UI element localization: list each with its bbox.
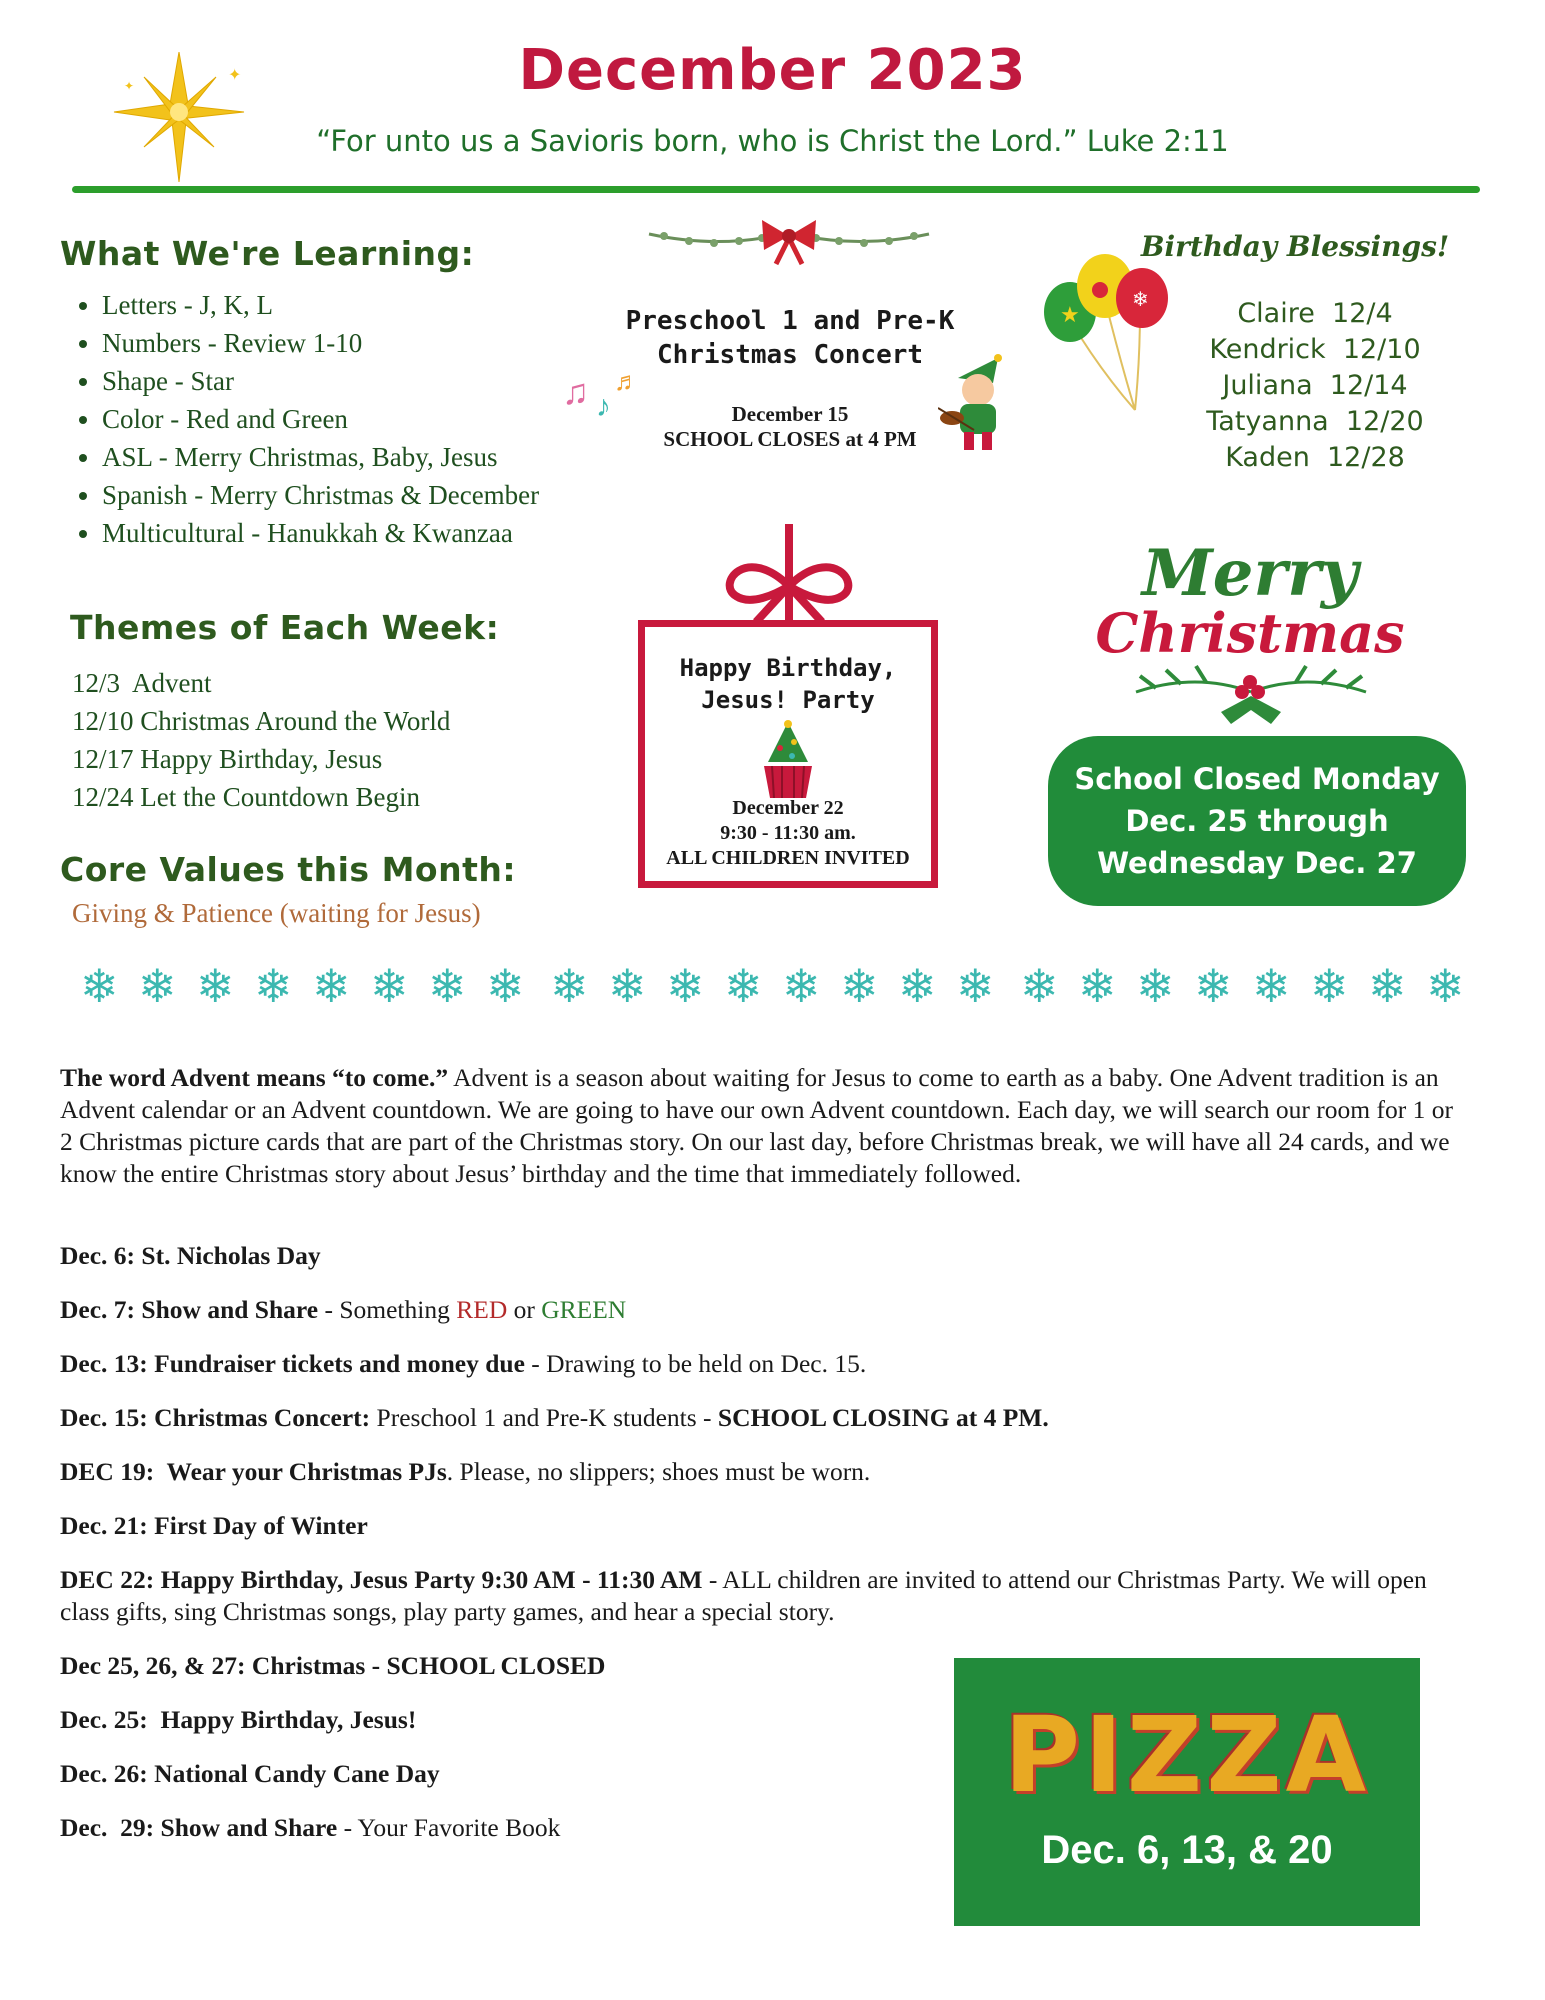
header-divider: [72, 186, 1480, 193]
list-item: 12/24 Let the Countdown Begin: [72, 782, 420, 812]
event-item: DEC 22: Happy Birthday, Jesus Party 9:30 AM - 11:30 AM - ALL children are invited to attend our Christmas Party. We will open class gifts, sing Christmas songs, play party games, and hear a special story.: [60, 1565, 1427, 1626]
pizza-word: PIZZA: [1003, 1694, 1371, 1816]
christmas-text: Christmas: [1095, 601, 1405, 665]
svg-text:✦: ✦: [124, 79, 135, 93]
bible-verse: “For unto us a Savioris born, who is Christ the Lord.” Luke 2:11: [316, 124, 1229, 158]
merry-text: Merry: [1141, 536, 1359, 611]
event-item: Dec. 13: Fundraiser tickets and money due - Drawing to be held on Dec. 15.: [60, 1349, 867, 1378]
birthday-list: [1185, 296, 1445, 476]
snowflake-icon: ❄: [370, 961, 409, 1012]
snowflake-icon: ❄: [1136, 961, 1175, 1012]
list-item: 12/17 Happy Birthday, Jesus: [72, 744, 383, 774]
svg-text:♬: ♬: [614, 367, 640, 396]
snowflake-divider: [80, 958, 1480, 1012]
snowflake-icon: ❄: [1368, 961, 1407, 1012]
snowflake-icon: ❄: [1194, 961, 1233, 1012]
snowflake-icon: ❄: [1426, 961, 1465, 1012]
snowflake-icon: ❄: [428, 961, 467, 1012]
event-item: Dec. 25: Happy Birthday, Jesus!: [60, 1705, 417, 1734]
svg-text:✦: ✦: [228, 67, 242, 84]
svg-text:♫: ♫: [562, 372, 589, 412]
snowflake-icon: ❄: [666, 961, 705, 1012]
event-item: Dec 25, 26, & 27: Christmas - SCHOOL CLOSED: [60, 1651, 606, 1680]
closed-notice-box: [1048, 736, 1466, 906]
event-item: Dec. 21: First Day of Winter: [60, 1511, 368, 1540]
list-item: Kendrick 12/10: [1209, 334, 1421, 365]
event-item: Dec. 26: National Candy Cane Day: [60, 1759, 440, 1788]
snowflake-icon: ❄: [1078, 961, 1117, 1012]
pizza-dates: Dec. 6, 13, & 20: [1041, 1828, 1333, 1872]
event-item: Dec. 7: Show and Share - Something RED or GREEN: [60, 1295, 627, 1324]
event-item: Dec. 29: Show and Share - Your Favorite Book: [60, 1813, 561, 1842]
holly-icon: [1126, 662, 1376, 732]
list-item: • ASL - Merry Christmas, Baby, Jesus: [102, 438, 582, 476]
learning-heading: What We're Learning:: [60, 234, 475, 273]
svg-text:❄: ❄: [1132, 289, 1149, 311]
snowflake-icon: ❄: [608, 961, 647, 1012]
snowflake-icon: ❄: [196, 961, 235, 1012]
advent-intro: The word Advent means “to come.” Advent is a season about waiting for Jesus to come to earth as a baby. One Advent tradition is an Advent calendar or an Advent countdown. We are going to have our own Advent countdown. Each day, we will search our room for 1 or 2 Christmas picture cards that are part of the Christmas story. On our last day, before Christmas break, we will have all 24 cards, and we know the entire Christmas story about Jesus’ birthday and the time that immediately followed.: [60, 1063, 1453, 1188]
values-text: Giving & Patience (waiting for Jesus): [72, 898, 481, 928]
snowflake-icon: ❄: [550, 961, 589, 1012]
learning-list: [74, 286, 582, 552]
snowflake-icon: ❄: [486, 961, 525, 1012]
snowflake-icon: ❄: [1252, 961, 1291, 1012]
music-notes-icon: [562, 364, 646, 424]
event-item: Dec. 6: St. Nicholas Day: [60, 1241, 321, 1270]
event-item: DEC 19: Wear your Christmas PJs. Please, no slippers; shoes must be worn.: [60, 1457, 871, 1486]
list-item: • Color - Red and Green: [102, 400, 582, 438]
closed-notice: School Closed Monday Dec. 25 through Wednesday Dec. 27: [1074, 762, 1440, 880]
page-title: December 2023: [518, 38, 1027, 103]
snowflake-icon: ❄: [898, 961, 937, 1012]
snowflake-icon: ❄: [254, 961, 293, 1012]
themes-heading: Themes of Each Week:: [70, 608, 500, 647]
list-item: Kaden 12/28: [1225, 442, 1405, 473]
balloons-icon: [1040, 240, 1170, 420]
list-item: • Shape - Star: [102, 362, 582, 400]
event-item: Dec. 15: Christmas Concert: Preschool 1 and Pre-K students - SCHOOL CLOSING at 4 PM.: [60, 1403, 1049, 1432]
cupcake-icon: [758, 720, 818, 800]
list-item: • Numbers - Review 1-10: [102, 324, 582, 362]
party-details: December 22 9:30 - 11:30 am. ALL CHILDREN INVITED: [666, 797, 910, 869]
list-item: • Multicultural - Hanukkah & Kwanzaa: [102, 514, 582, 552]
list-item: Tatyanna 12/20: [1206, 406, 1424, 437]
list-item: Juliana 12/14: [1222, 370, 1408, 401]
list-item: • Spanish - Merry Christmas & December: [102, 476, 582, 514]
snowflake-icon: ❄: [138, 961, 177, 1012]
snowflake-icon: ❄: [782, 961, 821, 1012]
concert-title: Preschool 1 and Pre-K Christmas Concert: [625, 306, 955, 370]
party-title: Happy Birthday, Jesus! Party: [679, 654, 897, 714]
snowflake-icon: ❄: [724, 961, 763, 1012]
birthday-heading: Birthday Blessings!: [1140, 230, 1450, 263]
themes-list: [72, 664, 592, 816]
concert-date: December 15 SCHOOL CLOSES at 4 PM: [663, 402, 917, 451]
garland-icon: [644, 212, 934, 268]
bow-icon: [716, 524, 862, 624]
svg-text:★: ★: [1060, 302, 1080, 327]
list-item: 12/3 Advent: [72, 668, 212, 698]
snowflake-icon: ❄: [1020, 961, 1059, 1012]
snowflake-icon: ❄: [956, 961, 995, 1012]
svg-text:♪: ♪: [596, 390, 611, 423]
elf-violin-icon: [938, 348, 1028, 458]
values-heading: Core Values this Month:: [60, 850, 517, 889]
snowflake-icon: ❄: [1310, 961, 1349, 1012]
list-item: 12/10 Christmas Around the World: [72, 706, 451, 736]
snowflake-icon: ❄: [840, 961, 879, 1012]
list-item: Claire 12/4: [1237, 298, 1393, 329]
snowflake-icon: ❄: [80, 961, 119, 1012]
snowflake-icon: ❄: [312, 961, 351, 1012]
list-item: • Letters - J, K, L: [102, 286, 582, 324]
